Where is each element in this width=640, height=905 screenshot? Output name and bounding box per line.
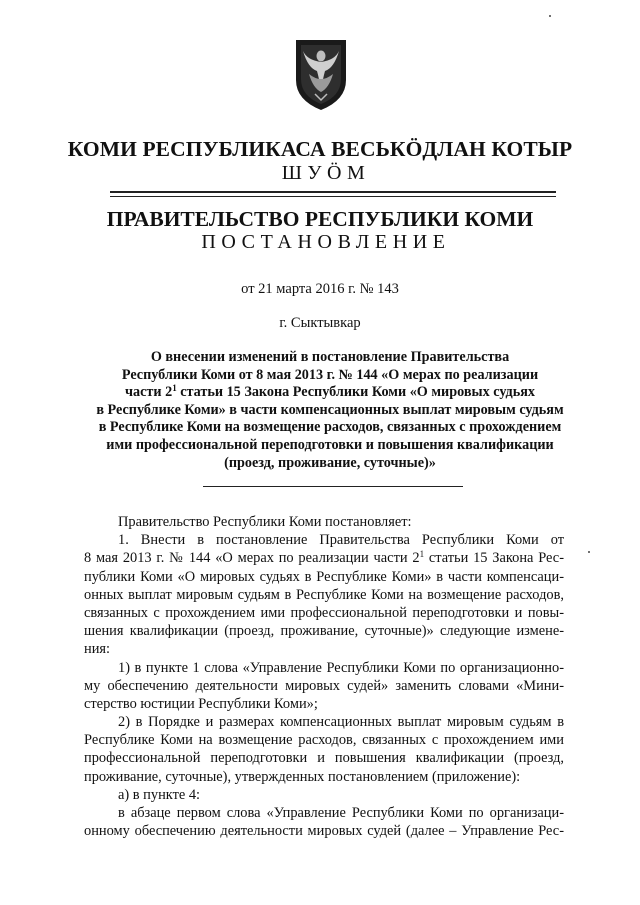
header-divider-thick xyxy=(110,191,556,193)
title-line: ими профессиональной переподготовки и повышения квалификации xyxy=(106,436,554,453)
superscript: 1 xyxy=(172,383,177,394)
body-line: Республике Коми на возмещение расходов, связанных с прохождением ими xyxy=(84,732,564,749)
document-type: ПОСТАНОВЛЕНИЕ xyxy=(201,231,451,253)
body-line: онных выплат мировым судьям в Республике Коми на возмещение расходов, xyxy=(84,586,564,603)
title-line: Республики Коми от 8 мая 2013 г. № 144 «О мерах по реализации xyxy=(121,366,539,383)
body-line xyxy=(84,549,564,567)
body-intro: Правительство Республики Коми постановляет: xyxy=(118,514,412,530)
title-line: (проезд, проживание, суточные)» xyxy=(224,454,436,471)
body-line: в абзаце первом слова «Управление Республики Коми по организаци- xyxy=(118,805,564,821)
komi-title: КОМИ РЕСПУБЛИКАСА ВЕСЬКÖДЛАН КОТЫР xyxy=(67,137,573,161)
superscript: 1 xyxy=(419,549,425,560)
resolution-title xyxy=(90,349,570,472)
body-line: му обеспечению деятельности мировых судей» заменить словами «Мини- xyxy=(84,677,564,694)
line-text: 8 мая 2013 г. № 144 «О мерах по реализации части 2 xyxy=(84,550,420,567)
body-line: стерство юстиции Республики Коми»; xyxy=(84,695,318,712)
komi-coat-of-arms-icon xyxy=(293,38,349,112)
body-line: 1) в пункте 1 слова «Управление Республики Коми по организационно- xyxy=(118,659,564,676)
body-line: 2) в Порядке и размерах компенсационных выплат мировым судьям в xyxy=(118,714,564,731)
government-title: ПРАВИТЕЛЬСТВО РЕСПУБЛИКИ КОМИ xyxy=(106,207,534,231)
title-line: в Республике Коми» в части компенсационных выплат мировым судьям xyxy=(96,401,564,418)
body-line: 1. Внести в постановление Правительства Республики Коми от xyxy=(118,532,564,549)
scan-speck xyxy=(549,15,551,17)
body-line: проживание, суточные), утвержденных постановлением (приложение): xyxy=(84,768,521,785)
title-line: в Республике Коми на возмещение расходов, связанных с прохождением xyxy=(98,419,562,436)
body-line: онному обеспечению деятельности мировых судей (далее – Управление Рес- xyxy=(84,823,564,840)
title-line xyxy=(90,384,570,402)
line-text: статьи 15 Закона Рес- xyxy=(424,550,564,567)
komi-subtitle: ШУÖМ xyxy=(281,162,371,184)
body-line: публики Коми «О мировых судьях в Республике Коми» в части компенсаци- xyxy=(84,568,564,585)
title-line: О внесении изменений в постановление Правительства xyxy=(150,349,510,365)
scan-speck xyxy=(588,551,590,553)
line-text: статьи 15 Закона Республики Коми «О мировых судьях xyxy=(176,384,535,401)
body-line: профессиональной переподготовки и повышения квалификации (проезд, xyxy=(84,750,564,767)
body-line: шения квалификации (проезд, проживание, суточные)» следующие измене- xyxy=(84,623,564,640)
body-line: связанных с прохождением ими профессиональной переподготовки и повы- xyxy=(84,604,564,621)
title-underline xyxy=(203,486,463,487)
body-line: ния: xyxy=(84,641,111,658)
body-line: а) в пункте 4: xyxy=(118,786,201,803)
document-city: г. Сыктывкар xyxy=(279,315,361,331)
line-text: части 2 xyxy=(125,384,173,401)
header-divider-thin xyxy=(110,196,556,197)
document-date-number: от 21 марта 2016 г. № 143 xyxy=(241,281,399,297)
resolution-body xyxy=(84,513,564,840)
